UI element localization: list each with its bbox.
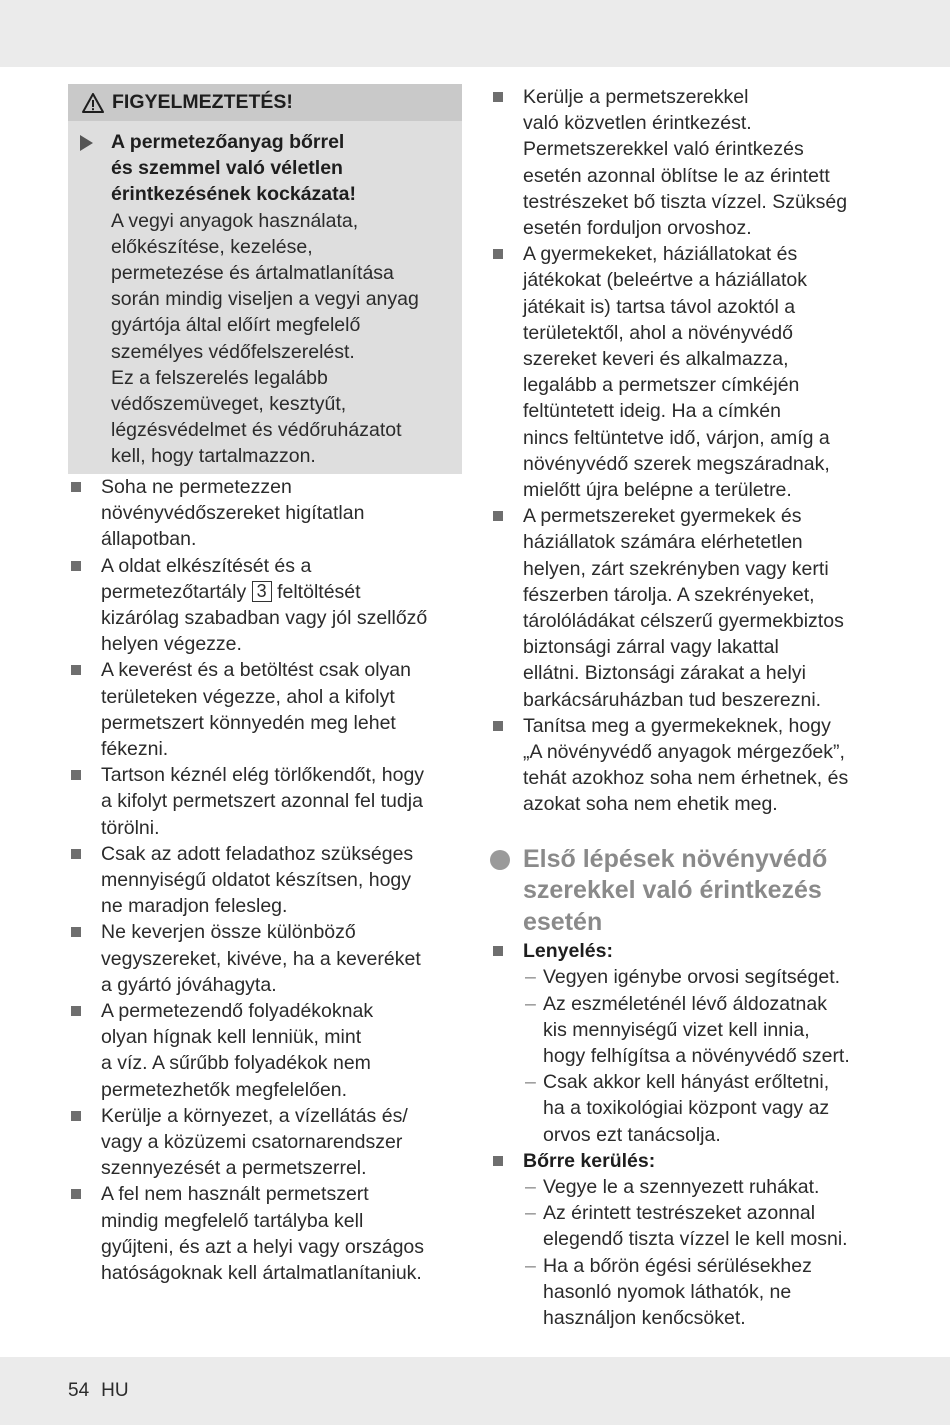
list-item: – Az eszméleténél lévő áldozatnak kis mennyiségű vizet kell innia, hogy felhígítsa a növényvédő szert. bbox=[525, 992, 850, 1067]
dash-list bbox=[523, 964, 890, 1147]
list-item: A gyermekeket, háziállatokat és játékokat (beleértve a háziállatok játékait is) tartsa távol azoktól a területektől, ahol a növényvédő szereket keveri és alkalmazza, legalább a permetszer címkéjén feltüntetett ideig. Ha a címkén nincs feltüntetve idő, várjon, amíg a növényvédő szerek megszáradnak, mielőtt újra belépne a területre. bbox=[490, 241, 890, 503]
list-item: – Vegyen igénybe orvosi segítséget. bbox=[523, 964, 890, 990]
section-title: Első lépések növényvédő szerekkel való érintkezés esetén bbox=[523, 844, 828, 936]
top-band bbox=[0, 0, 950, 67]
play-triangle-icon bbox=[80, 135, 93, 151]
bottom-band bbox=[0, 1357, 950, 1425]
subsection-heading: Bőrre kerülés: bbox=[523, 1149, 656, 1172]
dash-bullet-icon: – bbox=[525, 1254, 536, 1277]
list-item: – Vegye le a szennyezett ruhákat. bbox=[523, 1174, 890, 1200]
subsection-heading: Lenyelés: bbox=[523, 940, 613, 963]
list-item: Csak az adott feladathoz szükséges mennyiségű oldatot készítsen, hogy ne maradjon felesleg. bbox=[68, 841, 462, 920]
dash-bullet-icon: – bbox=[525, 966, 536, 989]
first-aid-list bbox=[490, 938, 890, 1331]
square-bullet-icon bbox=[493, 1156, 503, 1166]
page-number: 54 bbox=[68, 1380, 90, 1401]
list-item: A permetezendő folyadékoknak olyan hígnak kell lenniük, mint a víz. A sűrűbb folyadékok nem permetezhetők megfelelően. bbox=[68, 998, 462, 1103]
list-item: A permetszereket gyermekek és háziállatok számára elérhetetlen helyen, zárt szekrényben vagy kerti fészerben tárolja. A szekrényeket, tárolóládákat célszerű gyermekbiztos biztonsági zárral vagy lakattal ellátni. Biztonsági zárakat a helyi barkácsáruházban tud beszerezni. bbox=[490, 503, 890, 713]
list-item: – Csak akkor kell hányást erőltetni, ha a toxikológiai központ vagy az orvos ezt tanácsolja. bbox=[525, 1071, 830, 1146]
warning-title: FIGYELMEZTETÉS! bbox=[112, 91, 293, 114]
dash-bullet-icon: – bbox=[525, 1176, 536, 1199]
subsection-skin-contact bbox=[490, 1148, 890, 1331]
square-bullet-icon bbox=[71, 927, 81, 937]
warning-header bbox=[68, 84, 462, 121]
dash-bullet-icon: – bbox=[525, 1202, 536, 1225]
square-bullet-icon bbox=[71, 561, 81, 571]
list-item: Kerülje a környezet, a vízellátás és/ vagy a közüzemi csatornarendszer szennyezését a permetszerrel. bbox=[68, 1103, 462, 1182]
right-bullet-list bbox=[490, 84, 890, 818]
square-bullet-icon bbox=[493, 249, 503, 259]
list-item: A keverést és a betöltést csak olyan területeken végezze, ahol a kifolyt permetszert könnyedén meg lehet fékezni. bbox=[68, 657, 462, 762]
square-bullet-icon bbox=[71, 665, 81, 675]
warning-triangle-icon bbox=[82, 93, 104, 113]
square-bullet-icon bbox=[71, 1189, 81, 1199]
list-item: Kerülje a permetszerekkel való közvetlen érintkezést. Permetszerekkel való érintkezés esetén azonnal öblítse le az érintett testrészeket bő tiszta vízzel. Szükség esetén forduljon orvoshoz. bbox=[490, 84, 890, 241]
list-item: A fel nem használt permetszert mindig megfelelő tartályba kell gyűjteni, és azt a helyi vagy országos hatóságoknak kell ártalmatlanítaniuk. bbox=[68, 1181, 462, 1286]
dash-list bbox=[523, 1174, 890, 1331]
first-aid-section bbox=[490, 844, 890, 939]
subsection-swallowing bbox=[490, 938, 890, 1148]
dash-bullet-icon: – bbox=[525, 1071, 536, 1094]
warning-box bbox=[68, 84, 462, 474]
part-reference-number: 3 bbox=[252, 581, 272, 602]
list-item: Tanítsa meg a gyermekeknek, hogy „A növényvédő anyagok mérgezőek”, tehát azokhoz soha nem érhetnek, és azokat soha nem ehetik meg. bbox=[490, 713, 890, 818]
square-bullet-icon bbox=[493, 511, 503, 521]
list-item: Ne keverjen össze különböző vegyszereket, kivéve, ha a keveréket a gyártó jóváhagyta. bbox=[68, 919, 462, 998]
language-code: HU bbox=[101, 1380, 129, 1401]
warning-text: A vegyi anyagok használata, előkészítése, kezelése, permetezése és ártalmatlanítása során mindig viseljen a vegyi anyag gyártója által előírt megfelelő személyes védőfelszerelést. Ez a felszerelés legalább védőszemüveget, kesztyűt, légzésvédelmet és védőruházatot kell, hogy tartalmazzon. bbox=[111, 209, 419, 468]
square-bullet-icon bbox=[493, 946, 503, 956]
circle-bullet-icon bbox=[490, 850, 510, 870]
square-bullet-icon bbox=[71, 849, 81, 859]
left-column bbox=[68, 84, 462, 1286]
right-column bbox=[490, 84, 890, 1331]
list-item: Tartson kéznél elég törlőkendőt, hogy a kifolyt permetszert azonnal fel tudja törölni. bbox=[68, 762, 462, 841]
square-bullet-icon bbox=[71, 1006, 81, 1016]
page-footer bbox=[68, 1379, 141, 1403]
left-bullet-list bbox=[68, 474, 462, 1286]
list-item: – Az érintett testrészeket azonnal elegendő tiszta vízzel le kell mosni. bbox=[525, 1202, 848, 1251]
warning-bold-text: A permetezőanyag bőrrel és szemmel való véletlen érintkezésének kockázata! bbox=[111, 131, 356, 206]
square-bullet-icon bbox=[493, 721, 503, 731]
square-bullet-icon bbox=[71, 482, 81, 492]
dash-bullet-icon: – bbox=[525, 992, 536, 1015]
square-bullet-icon bbox=[71, 770, 81, 780]
warning-body bbox=[68, 121, 462, 470]
square-bullet-icon bbox=[71, 1111, 81, 1121]
list-item: – Ha a bőrön égési sérülésekhez hasonló nyomok láthatók, ne használjon kenőcsöket. bbox=[525, 1254, 812, 1330]
square-bullet-icon bbox=[493, 92, 503, 102]
list-item: A oldat elkészítését és a permetezőtartály 3 feltöltését kizárólag szabadban vagy jól szellőző helyen végezze. bbox=[68, 553, 462, 658]
list-item: Soha ne permetezzen növényvédőszereket higítatlan állapotban. bbox=[68, 474, 462, 553]
